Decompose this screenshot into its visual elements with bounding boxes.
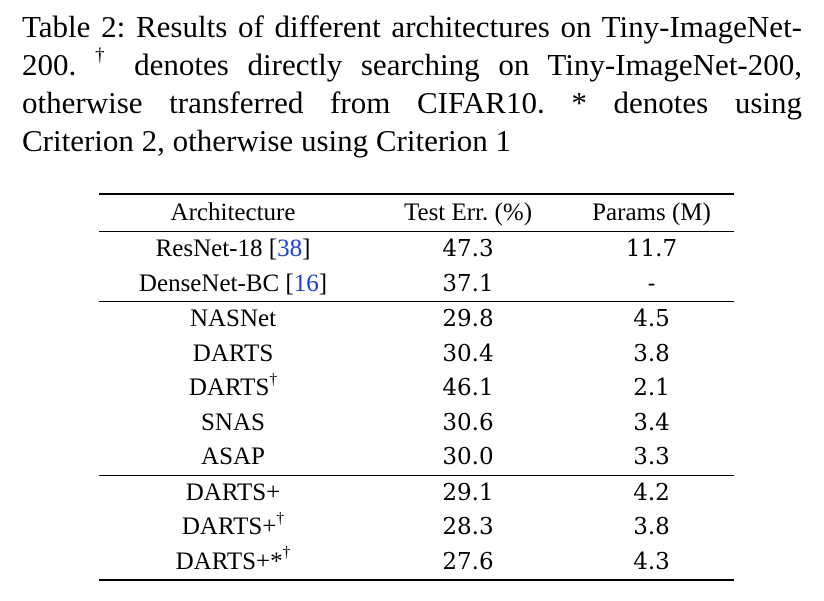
- params-cell: 11.7: [625, 236, 678, 263]
- test-error-cell: 30.4: [442, 340, 494, 367]
- header-params: Params (M): [592, 199, 711, 226]
- table-row: [99, 406, 734, 441]
- params-cell: 3.4: [633, 409, 670, 436]
- citation-link[interactable]: 38: [277, 235, 303, 263]
- header-architecture: Architecture: [170, 199, 296, 226]
- caption-dagger: †: [94, 44, 116, 66]
- architecture-cell: DenseNet-BC [16]: [138, 269, 328, 297]
- header-row: [99, 194, 734, 232]
- params-cell: 4.2: [633, 479, 670, 506]
- architecture-name: DenseNet-BC: [138, 269, 280, 297]
- table-row: [99, 302, 734, 337]
- test-error-cell: 27.6: [442, 548, 494, 575]
- test-error-cell: 30.0: [442, 444, 494, 471]
- params-cell: 4.3: [633, 548, 670, 575]
- table-row: [99, 475, 734, 510]
- test-error-cell: 46.1: [442, 375, 494, 402]
- architecture-cell: DARTS+: [185, 478, 281, 506]
- table-row: [99, 337, 734, 372]
- table-row: [99, 232, 734, 267]
- params-cell: -: [647, 270, 656, 297]
- architecture-cell: ASAP: [201, 443, 265, 471]
- test-error-cell: 30.6: [442, 409, 494, 436]
- architecture-cell: [99, 545, 367, 581]
- architecture-cell: ResNet-18 [38]: [155, 235, 311, 263]
- test-error-cell: 29.1: [442, 479, 494, 506]
- table-row: [99, 510, 734, 545]
- table-caption: [22, 8, 802, 160]
- test-error-cell: 37.1: [442, 270, 494, 297]
- architecture-name: ResNet-18: [155, 235, 263, 263]
- results-table: [99, 193, 734, 581]
- architecture-cell: [99, 510, 367, 545]
- test-error-cell: 28.3: [442, 514, 494, 541]
- caption-label: Table 2:: [22, 9, 126, 44]
- params-cell: 2.1: [633, 375, 670, 402]
- architecture-cell: [99, 371, 367, 406]
- params-cell: 3.8: [633, 340, 670, 367]
- params-cell: 3.8: [633, 514, 670, 541]
- test-error-cell: 29.8: [442, 306, 494, 333]
- caption-text-part-2: denotes directly searching on Tiny-ImageNet-200, otherwise transferred from CIFAR10. * denotes using Criterion 2, otherwise using Criterion 1: [22, 47, 803, 158]
- params-cell: 4.5: [633, 306, 670, 333]
- table-row: [99, 371, 734, 406]
- architecture-cell: NASNet: [189, 305, 277, 333]
- architecture-name: DARTS+*: [175, 547, 283, 575]
- table-row: [99, 267, 734, 302]
- dagger-mark: †: [276, 509, 285, 527]
- dagger-mark: †: [282, 544, 291, 562]
- dagger-mark: †: [269, 370, 278, 388]
- architecture-name: DARTS: [188, 374, 270, 402]
- architecture-name: DARTS+: [181, 513, 277, 541]
- architecture-cell: SNAS: [201, 408, 265, 436]
- table-row: [99, 440, 734, 475]
- params-cell: 3.3: [633, 444, 670, 471]
- table-row: [99, 545, 734, 581]
- test-error-cell: 47.3: [442, 236, 494, 263]
- architecture-cell: DARTS: [192, 339, 274, 367]
- caption-text-part-1: Results of different architectures on Tiny-ImageNet-200.: [22, 9, 803, 82]
- citation-link[interactable]: 16: [293, 269, 319, 297]
- header-test-error: Test Err. (%): [403, 199, 533, 226]
